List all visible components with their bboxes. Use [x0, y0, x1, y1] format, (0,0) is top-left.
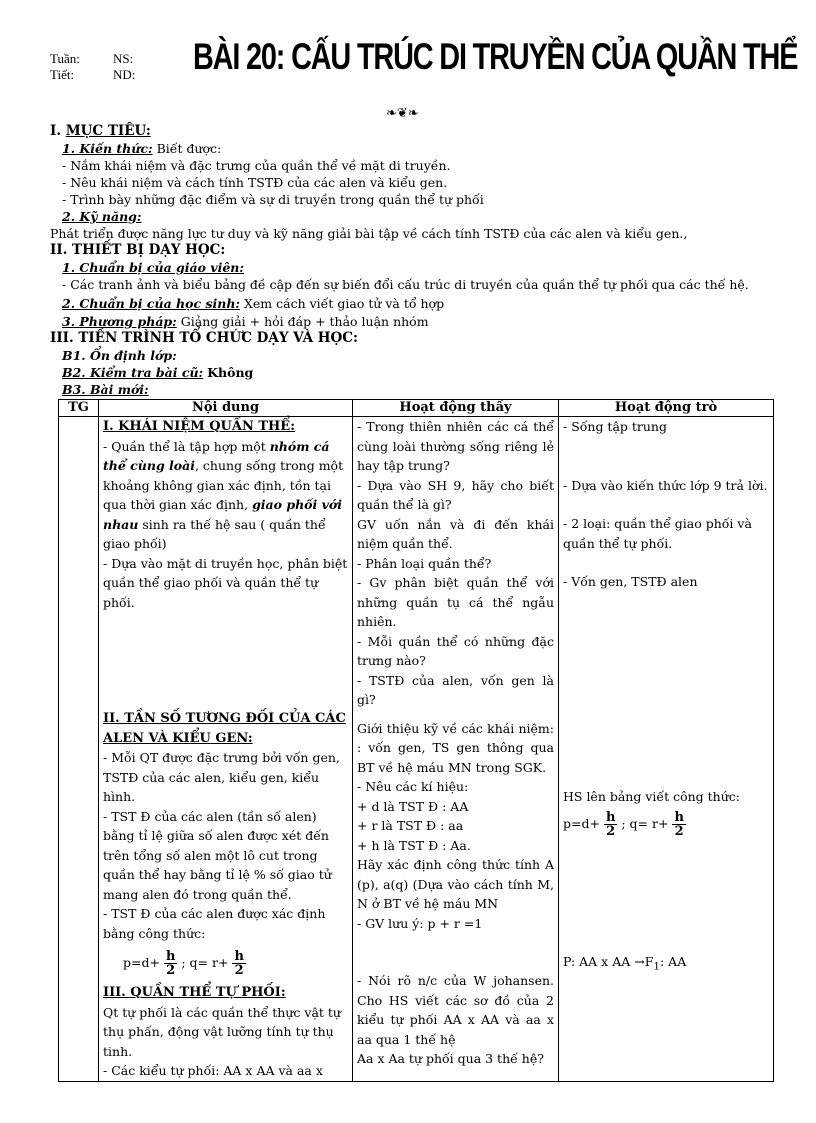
- tr-para-3: - 2 loại: quần thể giao phối và quần thể tự phối.: [563, 516, 752, 551]
- tr-formula: p=d+ $\frac{h}{2}$ ; q= r+ $\frac{h}{2}$: [563, 810, 684, 839]
- method-line: 3. Phương pháp: Giảng giải + hỏi đáp + thảo luận nhóm: [62, 314, 429, 329]
- tr-para-2: - Dựa vào kiến thức lớp 9 trả lời.: [563, 477, 768, 493]
- gv-para-1: - Trong thiên nhiên các cá thể cùng loài thường sống riêng lẻ hay tập trung?: [357, 419, 554, 473]
- gv-para-8: Giới thiệu kỹ về các khái niệm: : vốn gen, TS gen thông qua BT về hệ máu MN trong SGK.: [357, 720, 554, 775]
- nd-para-5: - TST Đ của các alen được xác định bằng công thức:: [103, 906, 326, 941]
- nd-para-1: - Quần thể là tập hợp một nhóm cá thể cùng loài, chung sống trong một khoảng không gian xác định, tồn tại qua thời gian xác định, giao phối với nhau sinh ra thế hệ sau ( quần thể giao phối): [103, 438, 344, 551]
- gv-para-6: - Mỗi quần thể có những đặc trưng nào?: [357, 633, 554, 668]
- page-title: BÀI 20: CẤU TRÚC DI TRUYỀN CỦA QUẦN THỂ: [193, 36, 798, 77]
- col-header-tg: TG: [59, 400, 99, 417]
- nd-para-3: - Mỗi QT được đặc trưng bởi vốn gen, TSTĐ của các alen, kiểu gen, kiểu hình.: [103, 750, 340, 804]
- gv-para-11: + r là TST Đ : aa: [357, 818, 464, 833]
- tr-fraction: $\frac{h}{2}$: [605, 810, 616, 839]
- nd-para-6: Qt tự phối là các quần thể thực vật tự thụ phấn, động vật lưỡng tính tự thụ tinh.: [103, 1004, 341, 1059]
- gv-para-12: + h là TST Đ : Aa.: [357, 837, 471, 853]
- section-2-heading: II. THIẾT BỊ DẠY HỌC:: [50, 242, 226, 258]
- table-header-row: [59, 400, 774, 417]
- nd-para-7: - Các kiểu tự phối: AA x AA và aa x: [103, 1063, 323, 1078]
- kt-item-3: - Trình bày những đặc điểm và sự di truyền trong quần thể tự phối: [62, 192, 484, 207]
- hoat-dong-thay-cell: [353, 417, 559, 1082]
- gv-para-14: - GV lưu ý: p + r =1: [357, 915, 483, 931]
- hoat-dong-tro-cell: [559, 417, 774, 1082]
- gv-prep-label: 1. Chuẩn bị của giáo viên:: [62, 260, 245, 275]
- gv-prep-text: - Các tranh ảnh và biểu bảng đề cập đến sự biến đổi cấu trúc di truyền của quần thể tự phối qua các thế hệ.: [62, 277, 749, 292]
- b1-line: B1. Ổn định lớp:: [62, 348, 177, 363]
- lesson-table: [58, 399, 774, 1082]
- hs-prep-line: 2. Chuẩn bị của học sinh: Xem cách viết giao tử và tổ hợp: [62, 296, 445, 311]
- tr-para-4: - Vốn gen, TSTĐ alen: [563, 574, 698, 589]
- gv-para-7: - TSTĐ của alen, vốn gen là gì?: [357, 672, 554, 707]
- tr-para-6: P: AA x AA $\to F_1$: AA: [563, 954, 687, 973]
- nd-heading-1: I. KHÁI NIỆM QUẦN THỂ:: [103, 419, 296, 434]
- gv-para-9: - Nêu các kí hiệu:: [357, 779, 469, 794]
- tr-para-5: HS lên bảng viết công thức:: [563, 788, 740, 804]
- section-1-heading: I. MỤC TIÊU:: [50, 123, 151, 139]
- ns-label: NS:: [113, 51, 134, 66]
- nd-fraction: $\frac{h}{2}$: [234, 949, 244, 978]
- kien-thuc-line: 1. Kiến thức: Biết được:: [62, 141, 222, 156]
- col-header-hoat-dong-tro: Hoạt động trò: [559, 400, 774, 417]
- noi-dung-cell: [99, 417, 353, 1082]
- gv-para-16: Aa x Aa tự phối qua 3 thế hệ?: [357, 1051, 544, 1066]
- gv-para-5: - Gv phân biệt quần thể với những quần tụ cá thể ngẫu nhiên.: [357, 575, 554, 629]
- ky-nang-text: Phát triển được năng lực tư duy và kỹ năng giải bài tập về cách tính TSTĐ của các alen và kiểu gen.,: [50, 226, 688, 241]
- nd-para-2: - Dựa vào mặt di truyền học, phân biệt quần thể giao phối và quần thể tự phối.: [103, 555, 348, 610]
- kt-item-1: - Nắm khái niệm và đặc trưng của quần thể về mặt di truyền.: [62, 158, 451, 173]
- gv-para-13: Hãy xác định công thức tính A (p), a(q) (Dựa vào cách tính M, N ở BT về hệ máu MN: [357, 857, 554, 911]
- gv-para-4: - Phân loại quần thể?: [357, 555, 492, 571]
- ky-nang-label: 2. Kỹ năng:: [62, 209, 142, 224]
- table-row: [59, 417, 774, 1082]
- nd-fraction: $\frac{h}{2}$: [165, 949, 176, 978]
- nd-para-4: - TST Đ của các alen (tần số alen) bằng tỉ lệ giữa số alen được xét đến trên tổng số alen một lô cut trong quần thể hay bằng tỉ lệ % số giao tử mang alen đó trong quần thể.: [103, 808, 332, 902]
- gv-para-3: GV uốn nắn và đi đến khái niệm quần thể.: [357, 516, 554, 551]
- gv-para-10: + d là TST Đ : AA: [357, 798, 469, 814]
- nd-heading-2: II. TẦN SỐ TƯƠNG ĐỐI CỦA CÁC ALEN VÀ KIỂU GEN:: [103, 711, 346, 746]
- kt-item-2: - Nêu khái niệm và cách tính TSTĐ của các alen và kiểu gen.: [62, 175, 448, 190]
- nd-label: ND:: [113, 67, 136, 82]
- section-3-heading: III. TIẾN TRÌNH TỔ CHỨC DẠY VÀ HỌC:: [50, 330, 358, 346]
- nd-formula: p=d+ $\frac{h}{2}$ ; q= r+ $\frac{h}{2}$: [123, 949, 244, 978]
- tr-para-1: - Sống tập trung: [563, 419, 667, 434]
- gv-para-2: - Dựa vào SH 9, hãy cho biết quần thể là gì?: [357, 477, 554, 512]
- b3-line: B3. Bài mới:: [62, 382, 149, 397]
- ornament-icon: ❧❦❧: [386, 106, 419, 121]
- nd-heading-3: III. QUẦN THỂ TỰ PHỐI:: [103, 985, 286, 1000]
- tg-cell: [59, 417, 99, 1082]
- tr-fraction: $\frac{h}{2}$: [674, 810, 684, 839]
- tiet-label: Tiết:: [50, 67, 75, 82]
- b2-line: B2. Kiểm tra bài cũ: Không: [62, 365, 254, 380]
- col-header-hoat-dong-thay: Hoạt động thầy: [353, 400, 559, 417]
- tuan-label: Tuần:: [50, 51, 80, 66]
- col-header-noi-dung: Nội dung: [99, 400, 353, 417]
- gv-para-15: - Nói rõ n/c của W johansen. Cho HS viết các sơ đồ của 2 kiểu tự phối AA x AA và aa x aa qua 1 thế hệ: [357, 973, 554, 1047]
